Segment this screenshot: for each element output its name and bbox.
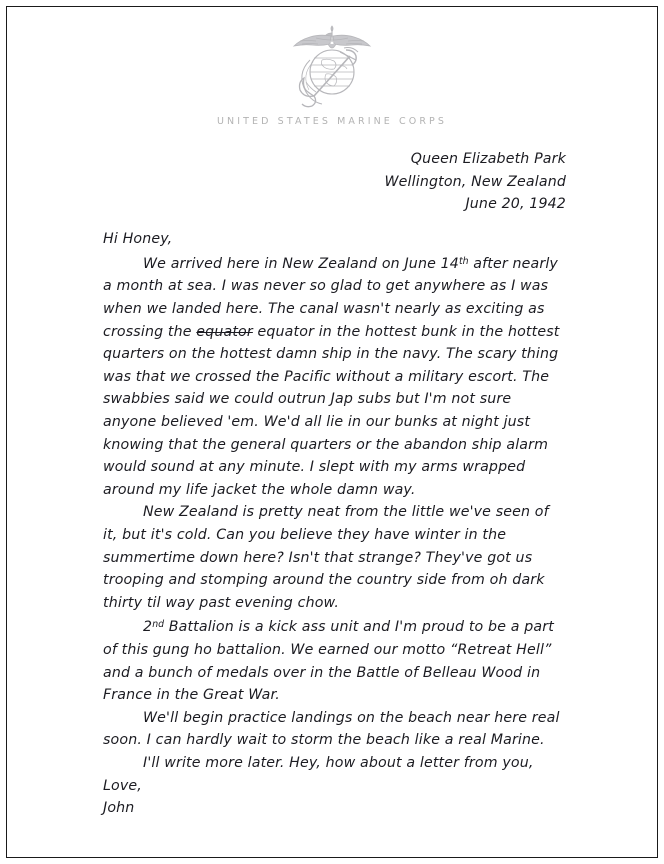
- paragraph-new-zealand: New Zealand is pretty neat from the little we've seen of it, but it's cold. Can you believe they have winter in the summertime down here? Isn't that strange? They've got us trooping and stomping around the country side from oh dark thirty til way past evening chow.: [103, 504, 549, 611]
- paragraph-arrival: [103, 251, 565, 502]
- paragraph-battalion-part1: 2: [143, 619, 153, 636]
- address-line-location: Queen Elizabeth Park: [410, 151, 566, 167]
- paragraph-arrival-part2: after nearly a month at sea. I was never so glad to get anywhere as I was when we landed here. The canal wasn't nearly as exciting as crossing the: [103, 255, 558, 340]
- letter-body: [103, 228, 565, 820]
- paragraph-practice-landings: We'll begin practice landings on the beach near here real soon. I can hardly wait to storm the beach like a real Marine.: [103, 709, 560, 749]
- ordinal-suffix-nd: nd: [152, 619, 165, 631]
- paragraph-closing-note: I'll write more later. Hey, how about a letter from you,: [143, 755, 534, 772]
- paragraph-battalion: [103, 614, 565, 707]
- struck-through-word: equator: [196, 323, 253, 340]
- letterhead: [0, 22, 664, 127]
- closing-valediction: Love,: [103, 777, 142, 794]
- paragraph-arrival-part3: equator in the hottest bunk in the hottest quarters on the hottest damn ship in the navy. The scary thing was that we crossed the Pacific without a military escort. The swabbies said we could outrun Jap subs but I'm not sure anyone believed 'em. We'd all lie in our bunks at night just knowing that the general quarters or the abandon ship alarm would sound at any minute. I slept with my arms wrapped around my life jacket the whole damn way.: [103, 323, 560, 498]
- ordinal-suffix-th: th: [458, 255, 469, 267]
- letter-date: June 20, 1942: [465, 196, 566, 212]
- paragraph-battalion-part2: Battalion is a kick ass unit and I'm proud to be a part of this gung ho battalion. We earned our motto “Retreat Hell” and a bunch of medals over in the Battle of Belleau Wood in France in the Great War.: [103, 619, 554, 704]
- address-line-city: Wellington, New Zealand: [384, 173, 566, 190]
- usmc-eagle-globe-anchor-emblem: [280, 22, 384, 114]
- paragraph-arrival-part1: We arrived here in New Zealand on June 14: [143, 255, 459, 272]
- address-block: [384, 148, 566, 216]
- letterhead-title: UNITED STATES MARINE CORPS: [216, 116, 447, 127]
- salutation: Hi Honey,: [103, 231, 173, 247]
- signature-name: John: [103, 800, 135, 817]
